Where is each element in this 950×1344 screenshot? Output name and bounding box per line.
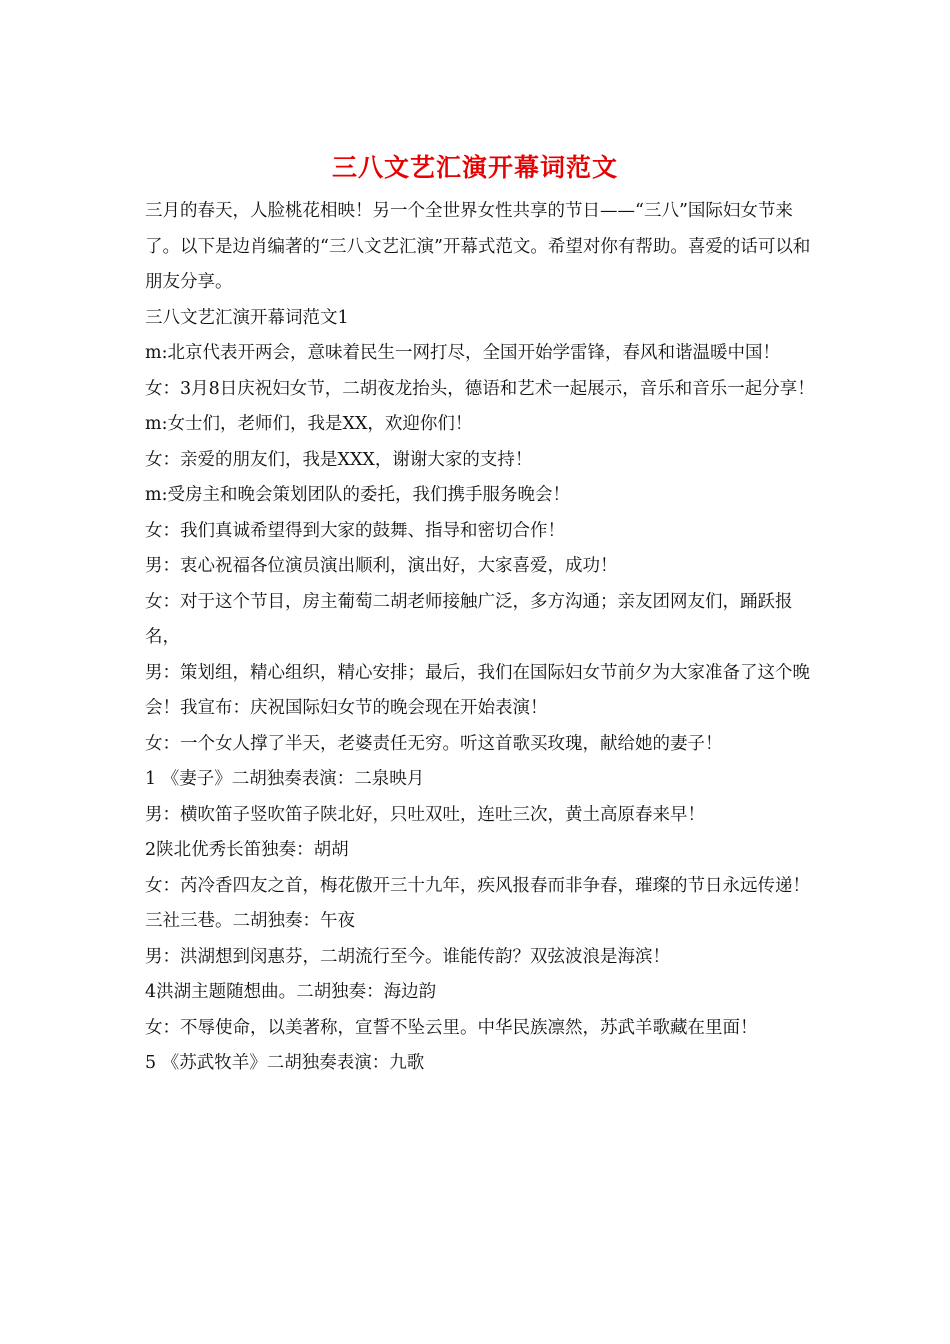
script-line: 女：我们真诚希望得到大家的鼓舞、指导和密切合作！: [145, 520, 565, 541]
script-line: 女：对于这个节目，房主葡萄二胡老师接触广泛，多方沟通；亲友团网友们，踊跃报名，: [145, 591, 793, 647]
document-body: [145, 194, 815, 1082]
script-line: 女：芮冷香四友之首，梅花傲开三十九年，疾风报春而非争春，璀璨的节日永远传递！: [145, 875, 810, 896]
program-item: 4洪湖主题随想曲。二胡独奏：海边韵: [145, 982, 437, 1002]
script-line: m:受房主和晚会策划团队的委托，我们携手服务晚会！: [145, 485, 570, 505]
script-line: 女：不辱使命，以美著称，宣誓不坠云里。中华民族凛然，苏武羊歌藏在里面！: [145, 1017, 758, 1038]
section-heading: 三八文艺汇演开幕词范文1: [145, 307, 349, 328]
document-title: 三八文艺汇演开幕词范文: [331, 153, 618, 182]
program-item: 5 《苏武牧羊》二胡独奏表演：九歌: [145, 1053, 425, 1073]
script-line: m:北京代表开两会，意味着民生一网打尽，全国开始学雷锋，春风和谐温暖中国！: [145, 343, 780, 363]
script-line: 男：策划组，精心组织，精心安排；最后，我们在国际妇女节前夕为大家准备了这个晚会！我宣布：庆祝国际妇女节的晚会现在开始表演！: [145, 662, 810, 718]
intro-paragraph: 三月的春天，人脸桃花相映！另一个全世界女性共享的节日——“三八”国际妇女节来了。以下是边肖编著的“三八文艺汇演”开幕式范文。希望对你有帮助。喜爱的话可以和朋友分享。: [145, 201, 811, 292]
program-item: 2陕北优秀长笛独奏：胡胡: [145, 840, 349, 860]
script-line: 女：亲爱的朋友们，我是XXX，谢谢大家的支持！: [145, 449, 533, 470]
script-line: 女：3月8日庆祝妇女节，二胡夜龙抬头，德语和艺术一起展示，音乐和音乐一起分享！: [145, 378, 815, 399]
script-line: 男：衷心祝福各位演员演出顺利，演出好，大家喜爱，成功！: [145, 556, 618, 576]
script-line: m:女士们，老师们，我是XX，欢迎你们！: [145, 414, 473, 434]
script-line: 男：横吹笛子竖吹笛子陕北好，只吐双吐，连吐三次，黄土高原春来早！: [145, 804, 705, 825]
program-item: 1 《妻子》二胡独奏表演：二泉映月: [145, 769, 425, 789]
script-line: 男：洪湖想到闵惠芬，二胡流行至今。谁能传韵？双弦波浪是海滨！: [145, 946, 670, 967]
script-line: 女：一个女人撑了半天，老婆责任无穷。听这首歌买玫瑰，献给她的妻子！: [145, 733, 723, 754]
program-item: 三社三巷。二胡独奏：午夜: [145, 911, 355, 931]
